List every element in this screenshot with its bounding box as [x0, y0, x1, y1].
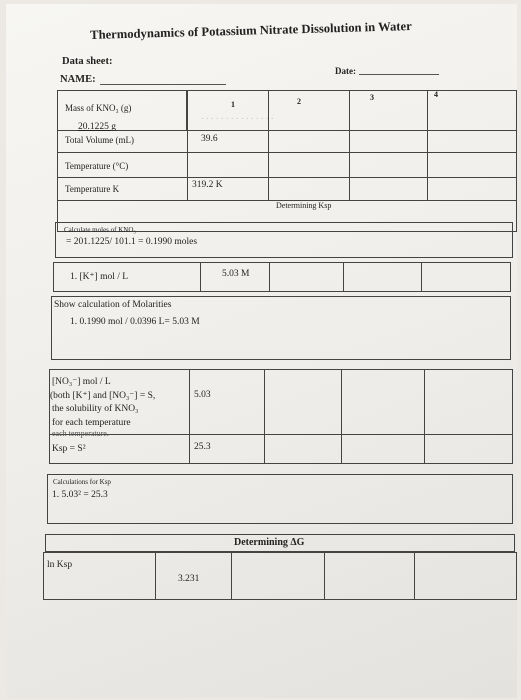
temperature-k-label: Temperature K — [65, 184, 120, 194]
k-col-divider-2 — [269, 262, 270, 292]
k-col-divider-4 — [421, 262, 422, 292]
no3-line-2: (both [K⁺] and [NO₃⁻] = S, — [50, 391, 156, 401]
temperature-c-label: Temperature (°C) — [65, 161, 129, 171]
temperature-k-value: 319.2 K — [192, 180, 223, 190]
k-col-divider-1 — [200, 262, 201, 292]
date-blank-line — [359, 74, 439, 75]
no3-ksp-table — [49, 369, 513, 464]
dg-heading: Determining ΔG — [234, 537, 305, 548]
no3-line-5: each temperature. — [52, 429, 109, 438]
ln-col-divider-1 — [155, 552, 156, 600]
molarity-heading: Show calculation of Molarities — [54, 300, 172, 310]
molarity-value: 1. 0.1990 mol / 0.0396 L= 5.03 M — [70, 317, 200, 327]
ln-ksp-value: 3.231 — [178, 574, 200, 584]
col-number-4: 4 — [434, 90, 438, 99]
date-label: Date: — [335, 66, 356, 76]
col-divider-1 — [187, 90, 188, 200]
bleed-through-text: . . . . . . . . . . . . . . . — [201, 111, 274, 122]
ksp-calc-label: Calculations for Ksp — [53, 478, 111, 486]
no3-col-divider-1 — [189, 369, 190, 464]
col-number-2: 2 — [297, 97, 301, 106]
ln-ksp-row — [43, 552, 517, 600]
ksp-calc-box — [47, 474, 513, 524]
k-col-divider-3 — [343, 262, 344, 292]
ksp-heading: Determining Ksp — [276, 201, 332, 210]
data-sheet-label: Data sheet: — [62, 56, 113, 67]
sheet-title: Thermodynamics of Potassium Nitrate Dissolution in Water — [90, 19, 412, 42]
no3-line-3: the solubility of KNO₃ — [52, 404, 139, 414]
calc-moles-value: = 201.1225/ 101.1 = 0.1990 moles — [66, 237, 198, 247]
ksp-value: 25.3 — [194, 442, 211, 452]
col-divider-4 — [427, 90, 428, 200]
no3-col-divider-2 — [264, 369, 265, 464]
ln-col-divider-2 — [231, 552, 232, 600]
mass-value: 20.1225 g — [78, 122, 116, 132]
col-number-3: 3 — [370, 93, 374, 102]
total-volume-value: 39.6 — [201, 134, 218, 144]
no3-line-1: [NO₃⁻] mol / L — [52, 377, 111, 387]
total-volume-label: Total Volume (mL) — [65, 135, 135, 145]
mass-label: Mass of KNO₃ (g) — [65, 103, 132, 113]
ksp-label: Ksp = S² — [52, 444, 86, 454]
name-label: NAME: — [60, 74, 96, 85]
calc-moles-label: Calculate moles of KNO₃ — [64, 226, 136, 234]
col-divider-3 — [349, 90, 350, 200]
no3-line-4: for each temperature — [52, 418, 131, 428]
ln-col-divider-3 — [324, 552, 325, 600]
row-tempk-line — [57, 177, 517, 202]
ln-ksp-label: ln Ksp — [47, 560, 73, 570]
worksheet-page — [6, 4, 517, 698]
name-blank-line — [100, 84, 226, 85]
no3-ksp-row-line — [49, 434, 513, 435]
no3-col-divider-3 — [341, 369, 342, 464]
col-divider-2 — [268, 90, 269, 200]
no3-value: 5.03 — [194, 390, 211, 400]
col-number-1: 1 — [231, 100, 235, 109]
ksp-calc-value: 1. 5.03² = 25.3 — [52, 490, 108, 500]
no3-col-divider-4 — [424, 369, 425, 464]
ln-col-divider-4 — [414, 552, 415, 600]
k-concentration-label: 1. [K⁺] mol / L — [70, 272, 129, 282]
k-concentration-value: 5.03 M — [222, 269, 250, 279]
